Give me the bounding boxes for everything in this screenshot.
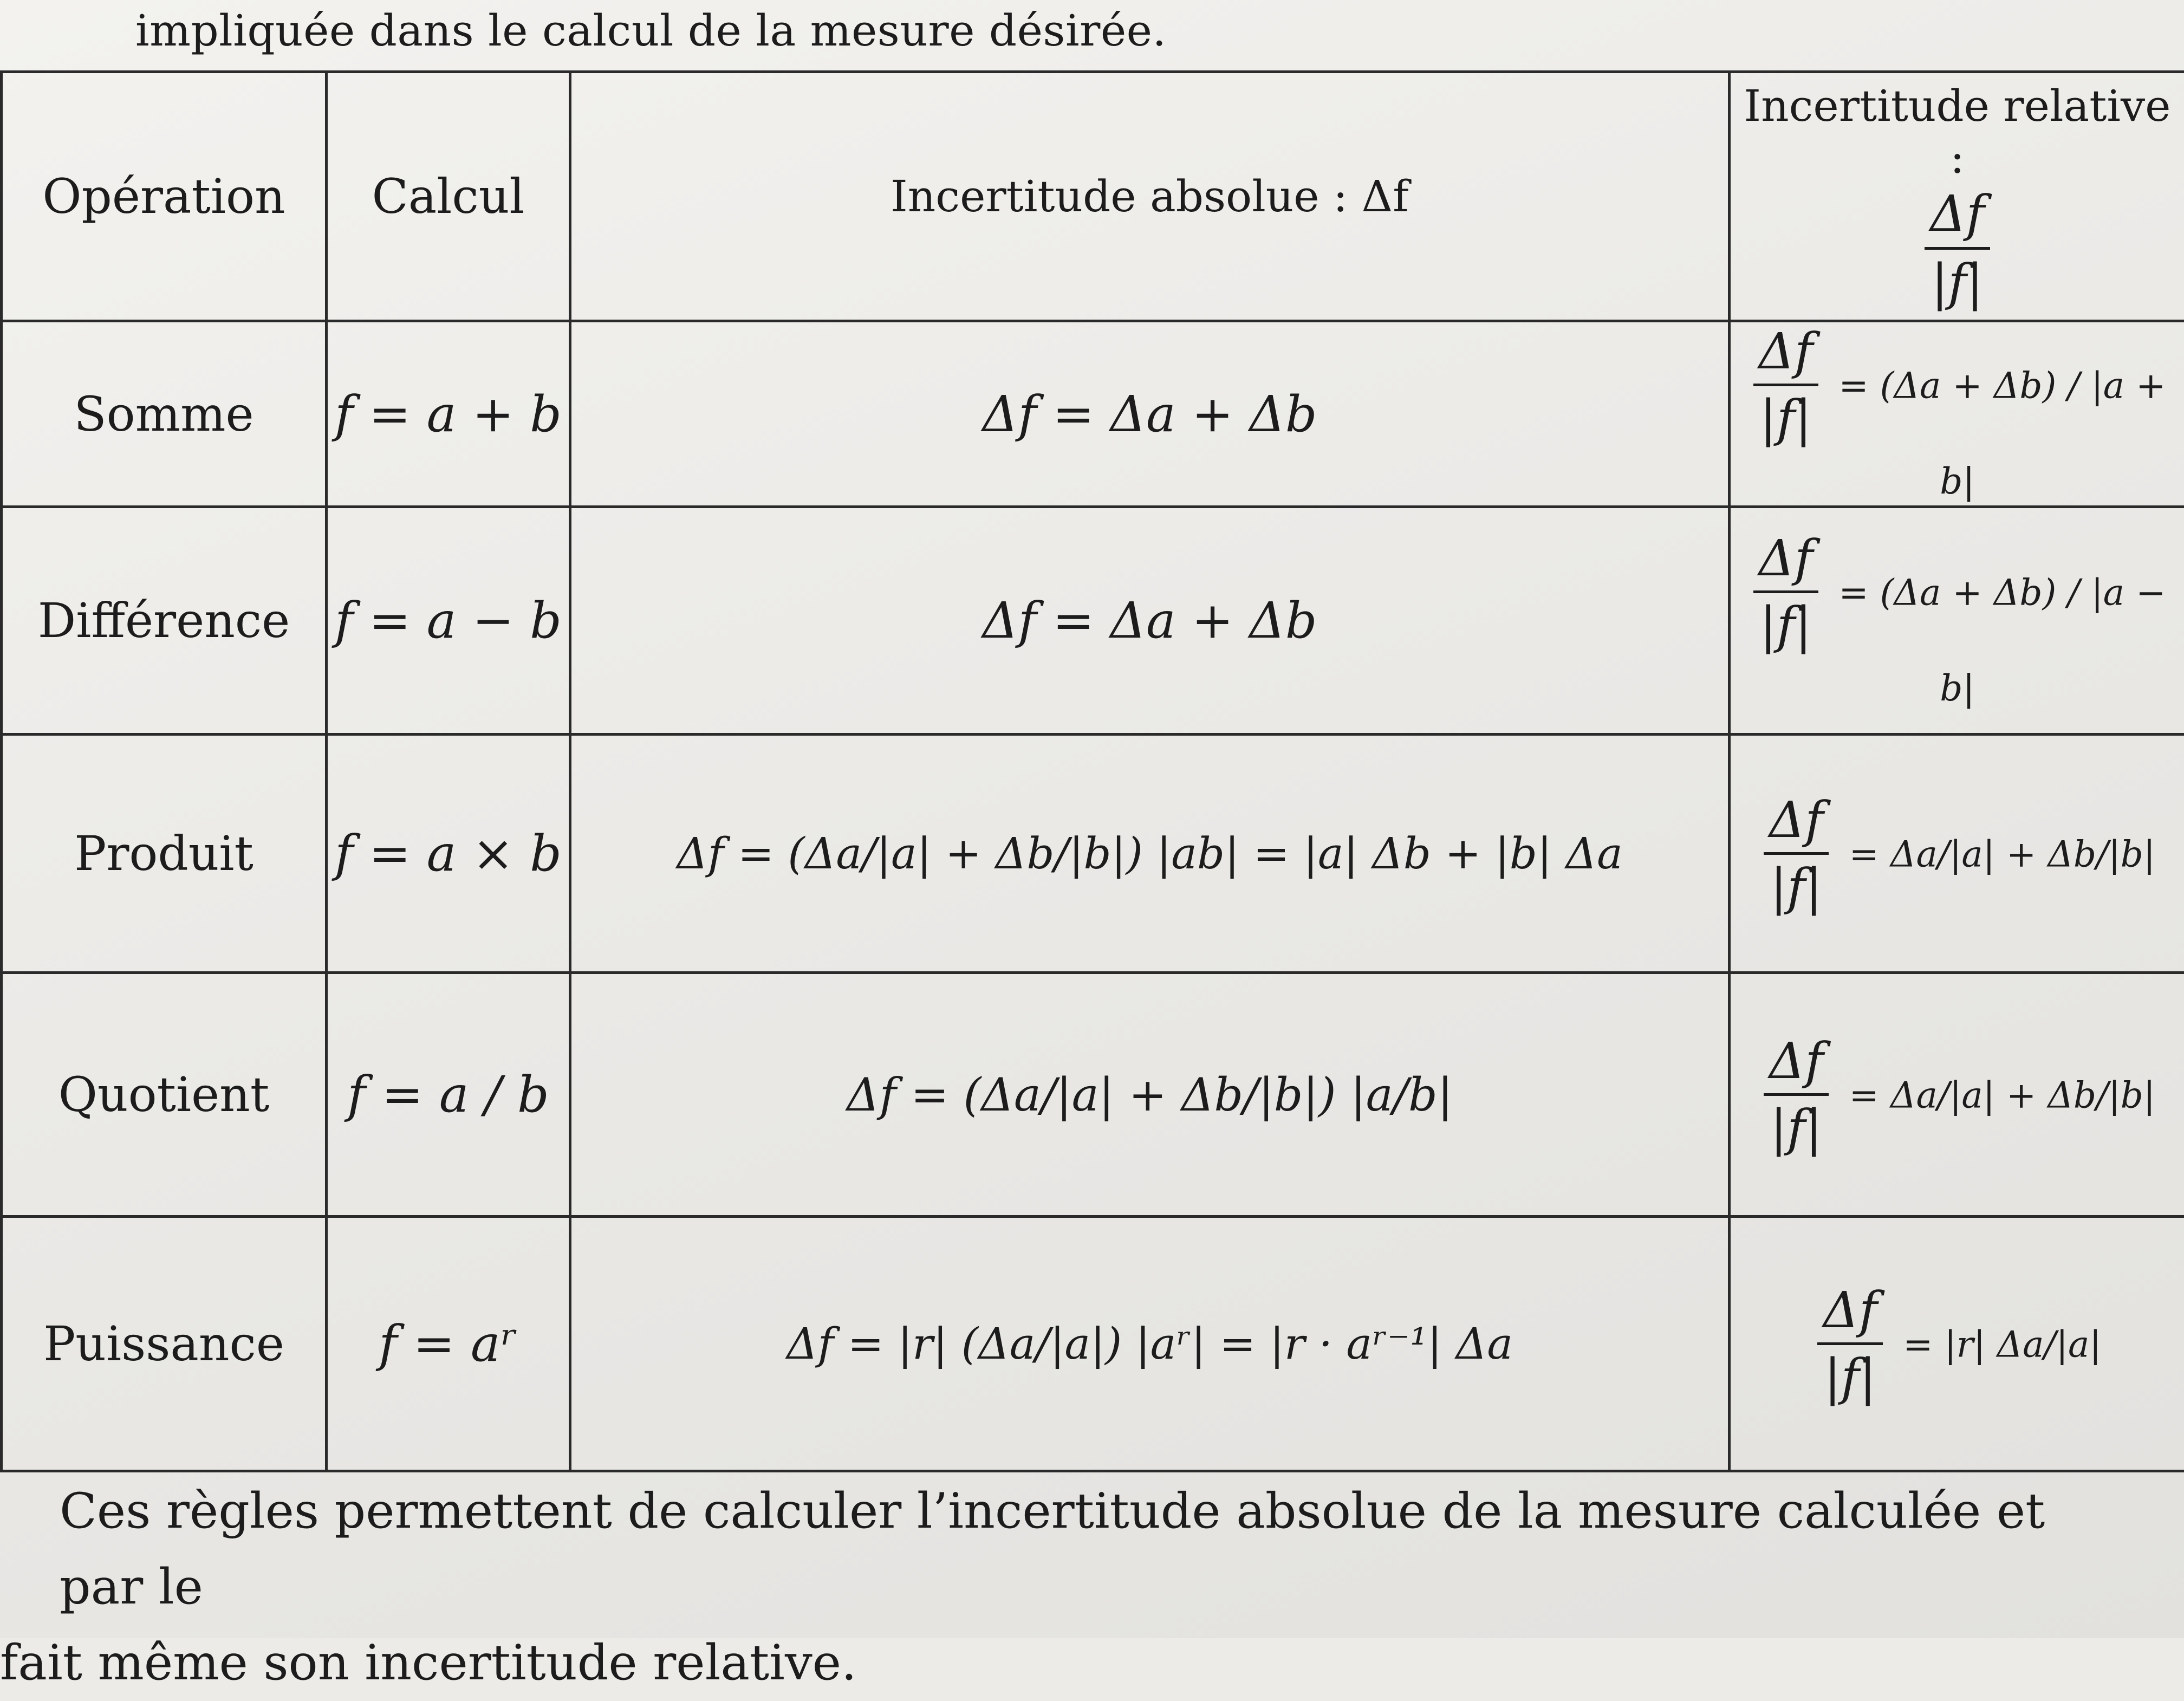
- relative-lhs-fraction: [1817, 1281, 1883, 1406]
- relative-lhs-den: |f|: [1765, 855, 1828, 916]
- relative-lhs-num: Δf: [1753, 322, 1819, 386]
- relative-lhs-den: |f|: [1819, 1345, 1882, 1406]
- table-row: [2, 321, 2184, 507]
- header-calcul: Calcul: [327, 72, 570, 321]
- relative-lhs-num: Δf: [1764, 1032, 1829, 1096]
- outro-line-1: Ces règles permettent de calculer l’incertitude absolue de la mesure calculée et par le: [0, 1473, 2112, 1625]
- absolute-uncertainty-cell: Δf = (Δa/|a| + Δb/|b|) |a/b|: [570, 973, 1730, 1217]
- relative-lhs-num: Δf: [1817, 1281, 1883, 1345]
- relative-lhs-den: |f|: [1754, 386, 1817, 447]
- header-relative-uncertainty: [1730, 72, 2184, 321]
- relative-uncertainty-cell: [1730, 735, 2184, 973]
- relative-rhs: = Δa/|a| + Δb/|b|: [1849, 1074, 2155, 1116]
- header-relative-fraction: [1925, 184, 1990, 313]
- relative-uncertainty-cell: [1730, 973, 2184, 1217]
- header-absolute-uncertainty: Incertitude absolue : Δf: [570, 72, 1730, 321]
- uncertainty-rules-table: [0, 70, 2184, 1472]
- operation-cell: Produit: [2, 735, 327, 973]
- table-row: [2, 973, 2184, 1217]
- relative-rhs: = |r| Δa/|a|: [1903, 1323, 2101, 1365]
- relative-rhs: = (Δa + Δb) / |a − b|: [1838, 572, 2166, 709]
- header-operation: Opération: [2, 72, 327, 321]
- calcul-cell: f = a × b: [327, 735, 570, 973]
- relative-lhs-fraction: [1764, 791, 1829, 916]
- relative-lhs-fraction: [1753, 529, 1819, 654]
- relative-lhs-den: |f|: [1765, 1096, 1828, 1157]
- relative-lhs-num: Δf: [1764, 791, 1829, 855]
- operation-cell: Quotient: [2, 973, 327, 1217]
- relative-uncertainty-cell: [1730, 507, 2184, 735]
- intro-text: impliquée dans le calcul de la mesure désirée.: [135, 5, 1166, 56]
- header-relative-den: |f|: [1926, 250, 1988, 313]
- table-header-row: [2, 72, 2184, 321]
- absolute-uncertainty-cell: Δf = (Δa/|a| + Δb/|b|) |ab| = |a| Δb + |b| Δa: [570, 735, 1730, 973]
- table-row: [2, 1217, 2184, 1471]
- relative-lhs-den: |f|: [1754, 593, 1817, 654]
- header-relative-num: Δf: [1925, 184, 1990, 250]
- relative-lhs-num: Δf: [1753, 529, 1819, 593]
- relative-lhs-fraction: [1753, 322, 1819, 447]
- table-row: [2, 735, 2184, 973]
- operation-cell: Puissance: [2, 1217, 327, 1471]
- calcul-cell: f = a − b: [327, 507, 570, 735]
- operation-cell: Différence: [2, 507, 327, 735]
- calcul-cell: f = a / b: [327, 973, 570, 1217]
- absolute-uncertainty-cell: Δf = |r| (Δa/|a|) |aʳ| = |r · aʳ⁻¹| Δa: [570, 1217, 1730, 1471]
- relative-uncertainty-cell: [1730, 321, 2184, 507]
- absolute-uncertainty-cell: Δf = Δa + Δb: [570, 321, 1730, 507]
- outro-paragraph: [0, 1473, 2112, 1701]
- relative-uncertainty-cell: [1730, 1217, 2184, 1471]
- relative-rhs: = (Δa + Δb) / |a + b|: [1838, 365, 2166, 502]
- relative-rhs: = Δa/|a| + Δb/|b|: [1849, 833, 2155, 875]
- absolute-uncertainty-cell: Δf = Δa + Δb: [570, 507, 1730, 735]
- calcul-cell: f = a + b: [327, 321, 570, 507]
- operation-cell: Somme: [2, 321, 327, 507]
- outro-line-2: fait même son incertitude relative.: [0, 1625, 2112, 1701]
- relative-lhs-fraction: [1764, 1032, 1829, 1157]
- calcul-cell: f = aʳ: [327, 1217, 570, 1471]
- table-row: [2, 507, 2184, 735]
- header-relative-title: Incertitude relative :: [1731, 80, 2184, 184]
